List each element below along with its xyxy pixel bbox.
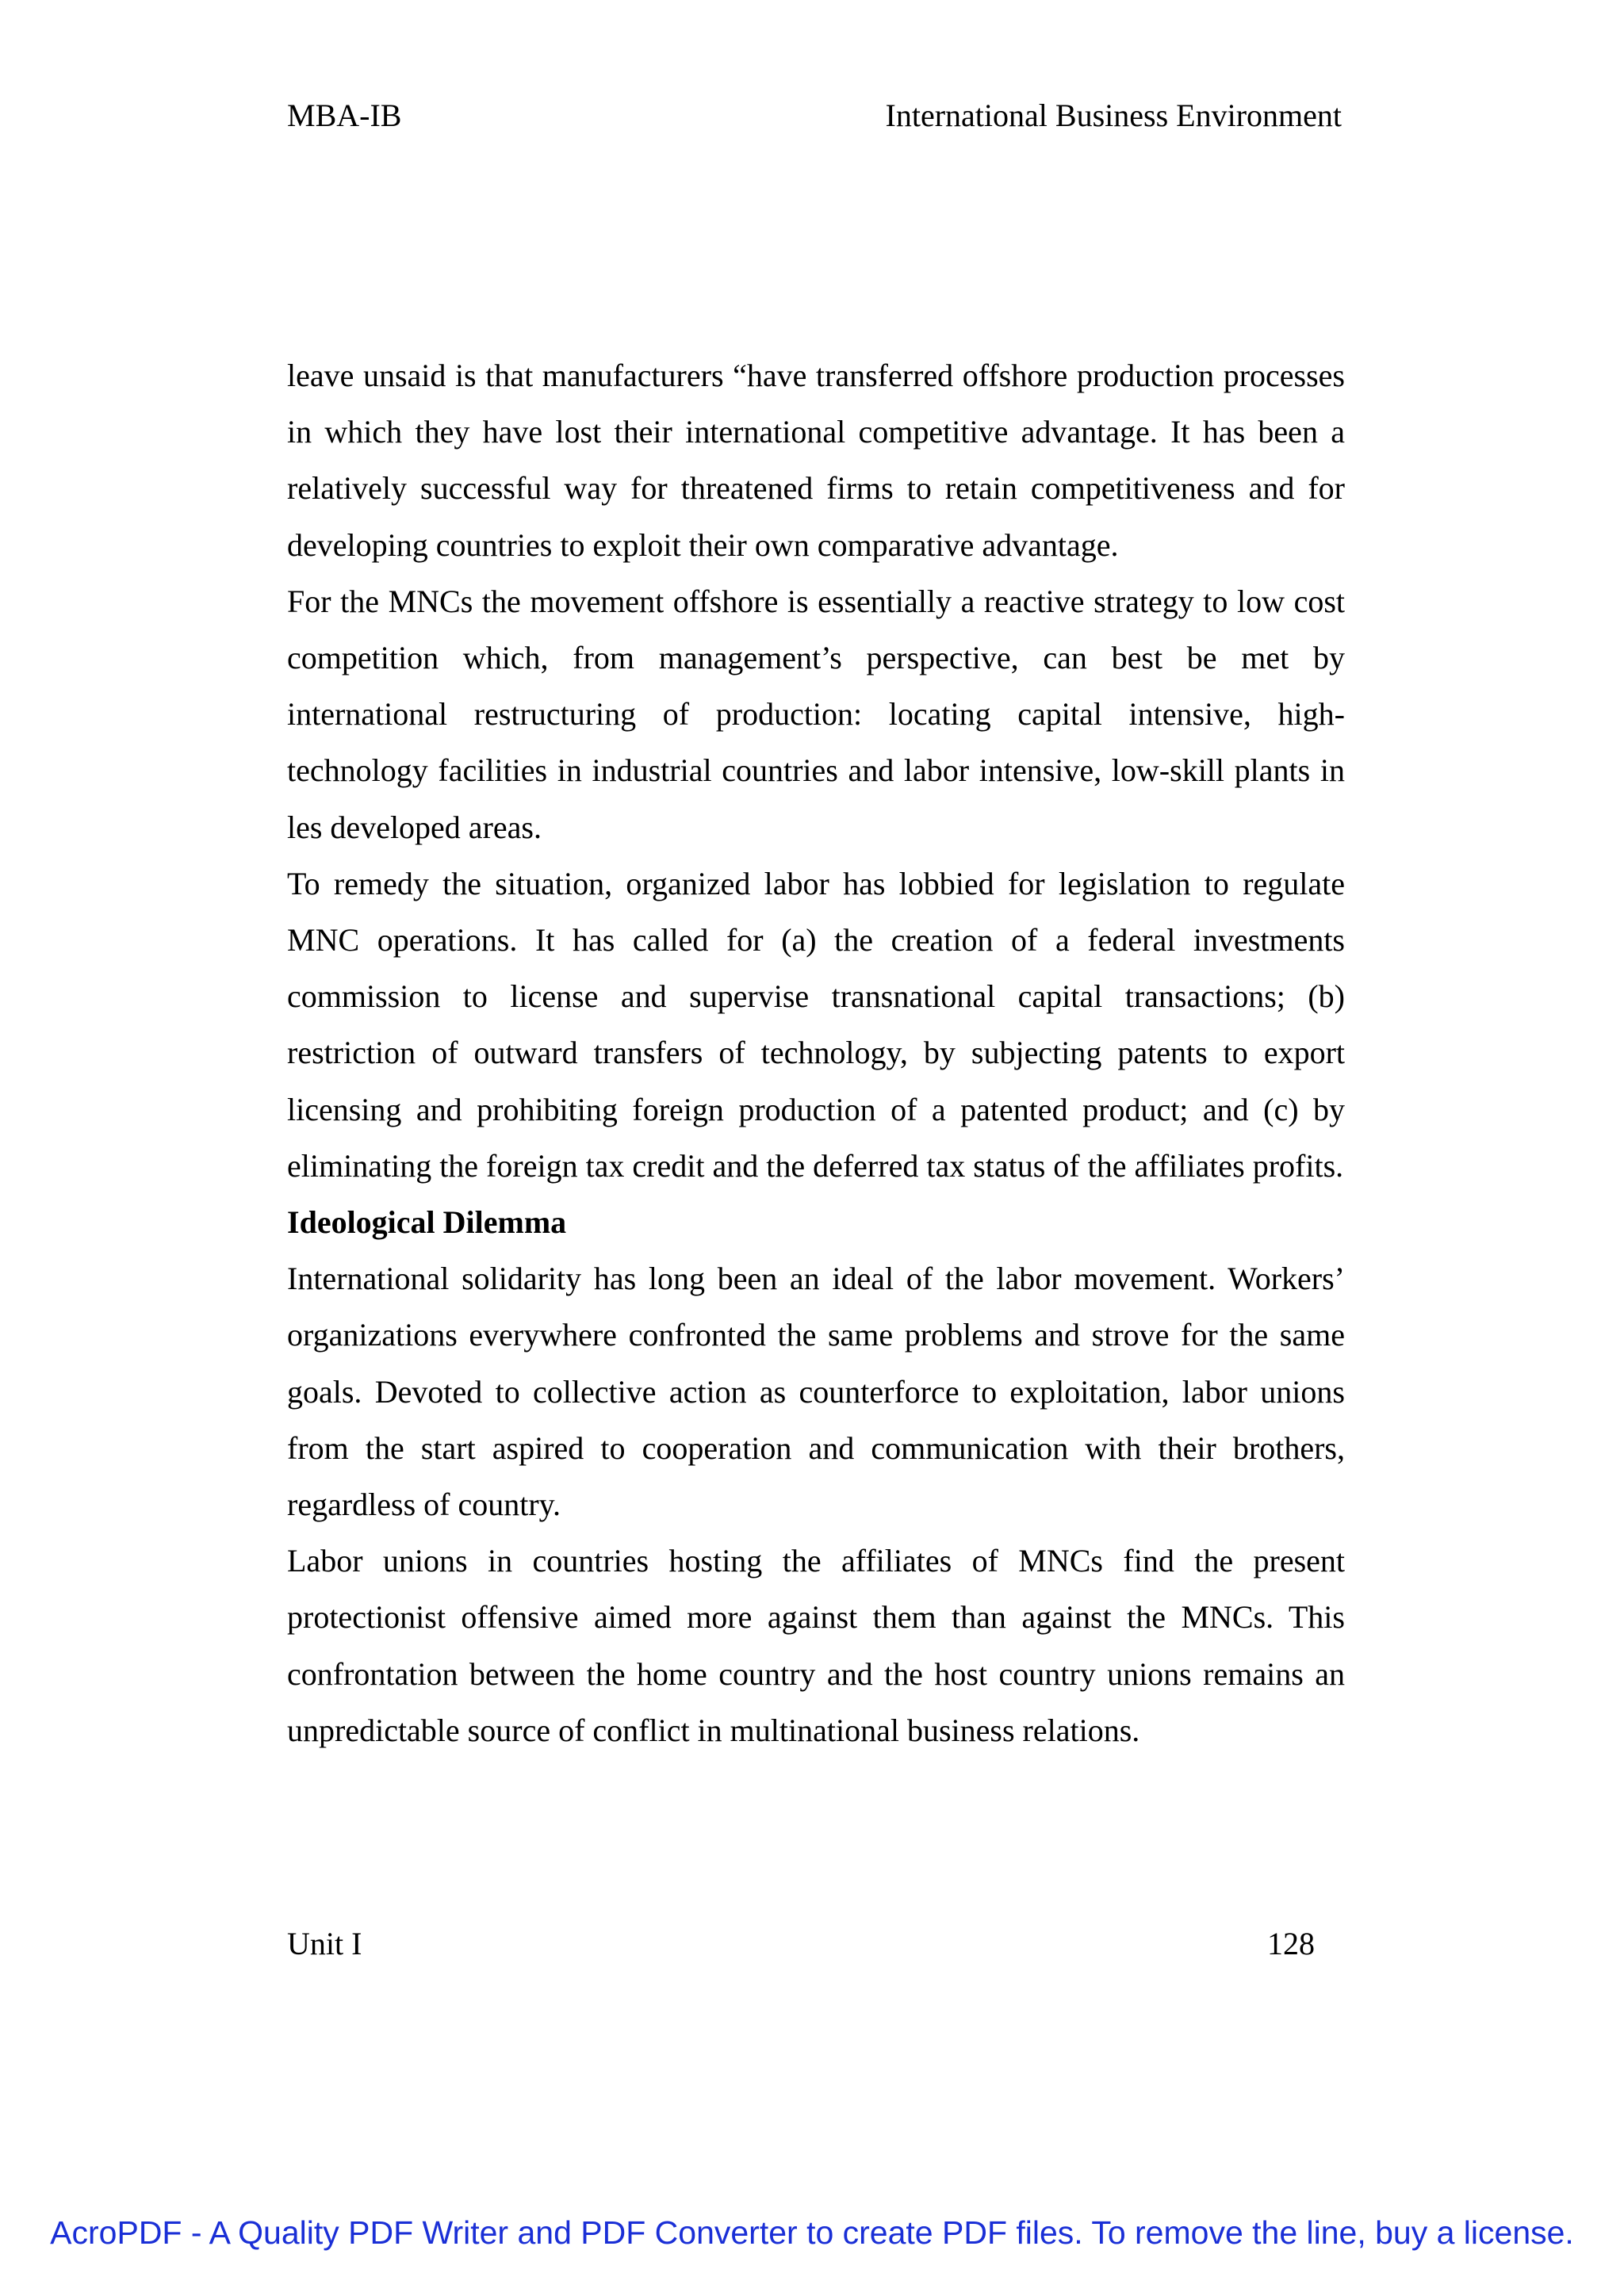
paragraph-4: International solidarity has long been an ideal of the labor movement. Workers’ organizations everywhere confronted the same problems and strove for the same goals. Devoted to collective action as counterforce to exploitation, labor unions from the start aspired to cooperation and communication with their brothers, regardless of country. xyxy=(287,1261,1345,1523)
footer-unit: Unit I xyxy=(287,1926,362,1961)
paragraph-3: To remedy the situation, organized labor has lobbied for legislation to regulate MNC operations. It has called for (a) the creation of a federal investments commission to license and supervise transnational capital transactions; (b) restriction of outward transfers of technology, by subjecting patents to export licensing and prohibiting foreign production of a patented product; and (c) by eliminating the foreign tax credit and the deferred tax status of the affiliates profits. xyxy=(287,865,1345,1184)
acropdf-watermark-link[interactable]: AcroPDF - A Quality PDF Writer and PDF Converter to create PDF files. To remove the line, buy a license. xyxy=(50,2214,1574,2251)
section-heading: Ideological Dilemma xyxy=(287,1204,567,1241)
running-header-course: MBA-IB xyxy=(287,98,402,133)
page-number: 128 xyxy=(1267,1926,1315,1961)
paragraph-1: leave unsaid is that manufacturers “have transferred offshore production processes in which they have lost their international competitive advantage. It has been a relatively successful way for threatened firms to retain competitiveness and for developing countries to exploit their own comparative advantage. xyxy=(287,358,1345,563)
paragraph-2: For the MNCs the movement offshore is essentially a reactive strategy to low cost competition which, from management’s perspective, can best be met by international restructuring of production: locating capital intensive, high-technology facilities in industrial countries and labor intensive, low-skill plants in les developed areas. xyxy=(287,583,1345,845)
running-header-title: International Business Environment xyxy=(885,98,1342,133)
page-body xyxy=(287,347,1345,1758)
paragraph-5: Labor unions in countries hosting the affiliates of MNCs find the present protectionist offensive aimed more against them than against the MNCs. This confrontation between the home country and the host country unions remains an unpredictable source of conflict in multinational business relations. xyxy=(287,1543,1345,1748)
